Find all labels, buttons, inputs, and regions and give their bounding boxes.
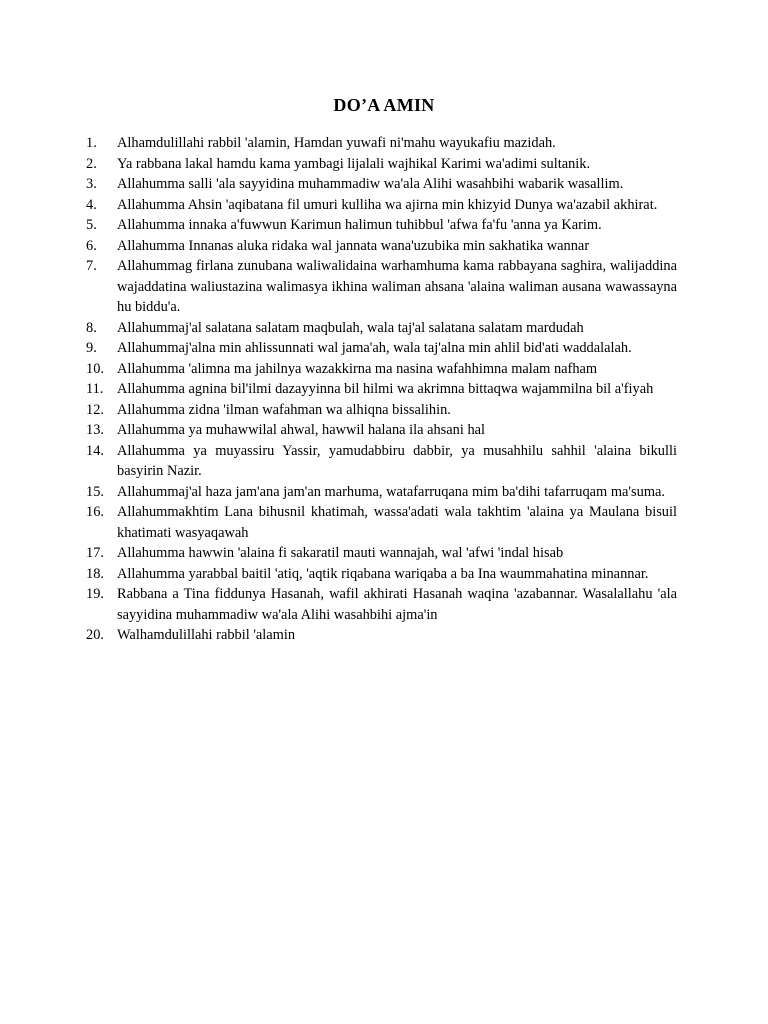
item-text: Allahummakhtim Lana bihusnil khatimah, wassa'adati wala takhtim 'alaina ya Maulana bisuil khatimati wasyaqawah	[117, 504, 677, 541]
item-text: Allahumma zidna 'ilman wafahman wa alhiqna bissalihin.	[117, 401, 451, 418]
prayer-item	[86, 564, 677, 585]
prayer-item	[86, 174, 677, 195]
prayer-item	[86, 133, 677, 154]
item-number: 11.	[86, 381, 104, 397]
item-text: Rabbana a Tina fiddunya Hasanah, wafil akhirati Hasanah waqina 'azabannar. Wasalallahu 'ala sayyidina muhammadiw wa'ala Alihi wasahbihi ajma'in	[117, 586, 677, 623]
item-number: 7.	[86, 258, 97, 274]
prayer-item	[86, 154, 677, 175]
item-number: 8.	[86, 319, 97, 336]
item-number: 4.	[86, 196, 97, 213]
item-number: 12.	[86, 401, 104, 418]
prayer-item	[86, 543, 677, 564]
item-text: Allahumma ya muhawwilal ahwal, hawwil halana ila ahsani hal	[117, 422, 486, 438]
prayer-item	[86, 420, 677, 441]
item-number: 14.	[86, 442, 104, 459]
prayer-item	[86, 359, 677, 380]
item-text: Walhamdulillahi rabbil 'alamin	[117, 627, 296, 643]
prayer-item	[86, 256, 677, 318]
item-text: Allahumma yarabbal baitil 'atiq, 'aqtik riqabana wariqaba a ba Ina waummahatina minannar.	[117, 565, 649, 582]
item-number: 5.	[86, 217, 97, 233]
item-text: Allahumma 'alimna ma jahilnya wazakkirna ma nasina wafahhimna malam nafham	[117, 360, 598, 377]
item-text: Allahumma innaka a'fuwwun Karimun halimun tuhibbul 'afwa fa'fu 'anna ya Karim.	[117, 217, 602, 233]
prayer-item	[86, 584, 677, 625]
item-text: Allahummag firlana zunubana waliwalidaina warhamhuma kama rabbayana saghira, walijaddina wajaddatina waliustazina walimasya ikhina waliman ahsana 'alaina waliman ausana wawassayna hu biddu'a.	[117, 258, 677, 315]
prayer-item	[86, 482, 677, 503]
prayer-item	[86, 195, 677, 216]
item-number: 10.	[86, 360, 104, 377]
item-text: Allahumma ya muyassiru Yassir, yamudabbiru dabbir, ya musahhilu sahhil 'alaina bikulli basyirin Nazir.	[117, 442, 677, 479]
item-number: 16.	[86, 504, 104, 520]
item-text: Allahummaj'al haza jam'ana jam'an marhuma, watafarruqana mim ba'dihi tafarruqam ma'suma.	[117, 483, 665, 500]
item-number: 17.	[86, 545, 104, 561]
item-text: Ya rabbana lakal hamdu kama yambagi lijalali wajhikal Karimi wa'adimi sultanik.	[117, 155, 591, 172]
document-title: DO’A AMIN	[333, 95, 435, 115]
prayer-item	[86, 441, 677, 482]
item-text: Allahummaj'alna min ahlissunnati wal jama'ah, wala taj'alna min ahlil bid'ati waddalalah.	[117, 340, 632, 356]
item-text: Allahumma hawwin 'alaina fi sakaratil mauti wannajah, wal 'afwi 'indal hisab	[117, 545, 564, 561]
prayer-item	[86, 318, 677, 339]
item-text: Allahumma salli 'ala sayyidina muhammadiw wa'ala Alihi wasahbihi wabarik wasallim.	[117, 176, 624, 192]
item-text: Allahumma agnina bil'ilmi dazayyinna bil hilmi wa akrimna bittaqwa wajammilna bil a'fiyah	[117, 381, 654, 397]
item-number: 13.	[86, 422, 104, 438]
prayer-item	[86, 400, 677, 421]
prayer-item	[86, 338, 677, 359]
item-text: Alhamdulillahi rabbil 'alamin, Hamdan yuwafi ni'mahu wayukafiu mazidah.	[117, 135, 556, 151]
prayer-item	[86, 625, 677, 646]
prayer-item	[86, 379, 677, 400]
prayer-item	[86, 236, 677, 257]
item-number: 20.	[86, 627, 104, 643]
item-text: Allahumma Ahsin 'aqibatana fil umuri kulliha wa ajirna min khizyid Dunya wa'azabil akhirat.	[117, 196, 658, 213]
item-number: 1.	[86, 135, 97, 151]
item-number: 18.	[86, 565, 104, 582]
item-number: 2.	[86, 155, 97, 172]
item-text: Allahumma Innanas aluka ridaka wal jannata wana'uzubika min sakhatika wannar	[117, 237, 590, 254]
item-number: 15.	[86, 483, 104, 500]
item-number: 6.	[86, 237, 97, 254]
item-text: Allahummaj'al salatana salatam maqbulah, wala taj'al salatana salatam mardudah	[117, 319, 584, 336]
prayer-item	[86, 502, 677, 543]
prayer-list	[86, 133, 677, 646]
prayer-item	[86, 215, 677, 236]
item-number: 9.	[86, 340, 97, 356]
item-number: 19.	[86, 586, 104, 602]
item-number: 3.	[86, 176, 97, 192]
